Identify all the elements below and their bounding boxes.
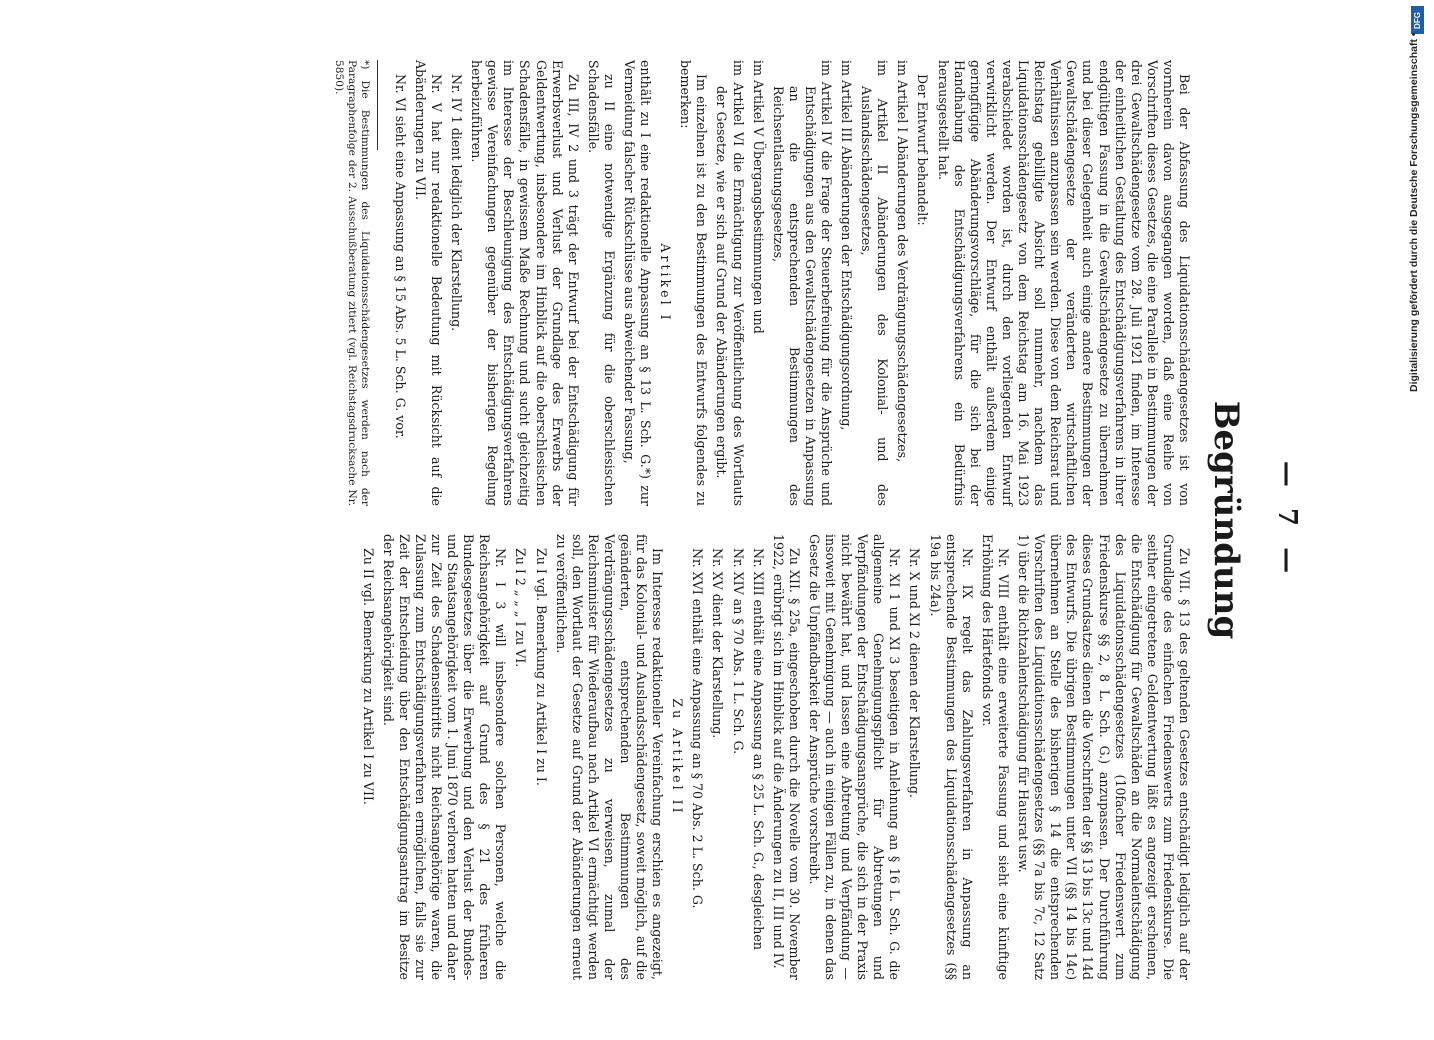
paragraph: Nr. VIII enthält eine erweiterte Fassung und sieht eine künftige Erhöhung des Härtefonds vor.: [979, 534, 1011, 980]
paragraph: Nr. I 3 will insbesondere solchen Personen, welche die Reichsangehörigkeit auf Grund des § 21 des früheren Bundesgesetzes über die Erwerbung und den Verlust der Bundes- und Staatsangehörigkeit vom 1. Juni 1870 verloren hatten und daher zur Zeit des Schadenseintritts nicht Reichsangehörige waren, die Zulassung zum Entschädigungsverfahren ermöglichen, falls sie zur Zeit der Entscheidung über den Entschädigungsantrag im Besitze der Reichsangehörigkeit sind.: [380, 534, 509, 980]
text-columns: [332, 60, 1192, 980]
list-item: im Artikel I Abänderungen des Verdrängungsschädengesetzes,: [895, 60, 911, 463]
document-page: [120, 40, 1320, 1040]
dfg-logo-text: DFG: [1413, 11, 1423, 29]
paragraph: Nr. V hat nur redaktionelle Bedeutung mit Rücksicht auf die Abänderungen zu VII.: [412, 60, 444, 506]
paragraph: Im einzelnen ist zu den Bestimmungen des Entwurfs folgendes zu bemerken:: [678, 60, 710, 506]
paragraph: Zu I vgl. Bemerkung zu Artikel I zu I.: [533, 548, 549, 786]
list-item: im Artikel V Übergangsbestimmungen und: [750, 60, 766, 334]
section-title: Zu Artikel II: [670, 698, 686, 816]
digitization-credit: [1408, 0, 1428, 1000]
paragraph: Zu III, IV 2 und 3 trägt der Entwurf bei der Entschädigung für Erwerbsverlust und Verlust der Grundlage des Erwerbs der Geldentwertung, insbesondere im Hinblick auf die oberschlesischen Schadensfälle, in gewissem Maße Rechnung und sucht gleichzeitig im Interesse der Beschleunigung des Entschädigungsverfahrens gewisse Vereinfachungen gegenüber der bisherigen Regelung herbeizuführen.: [469, 60, 581, 506]
paragraph: Zu VII. § 13 des geltenden Gesetzes entschädigt lediglich auf der Grundlage des einfachen Friedenswerts zum Friedenskurse. Die seither eingetretene Geldentwertung läßt es angezeigt erscheinen, die Entschädigung für Gewaltschäden an die Normalentschädigung des Liquidationsschädengesetzes (10facher Friedenswert zum Friedenskurse §§ 2, 8 L. Sch. G.) anzupassen. Der Durchführung dieses Grundsatzes dienen die Vorschriften der §§ 13 bis 13c und 14d des Entwurfs. Die übrigen Bestimmungen unter VII (§§ 14 bis 14c) übernehmen an Stelle des bisherigen § 14 die entsprechenden Vorschriften des Liquidationsschädengesetzes (§§ 7a bis 7c, 12 Satz 1) über die Richtzahlentschädigung für Hausrat usw.: [1016, 534, 1192, 980]
paragraph: Nr. XIII enthält eine Anpassung an § 25 L. Sch. G., desgleichen: [750, 548, 766, 950]
left-column: [332, 60, 1192, 506]
paragraph: Nr. XVI enthält eine Anpassung an § 70 Abs. 2 L. Sch. G.: [690, 548, 706, 909]
page-number: — 7 —: [1272, 460, 1302, 580]
page-title: Begründung: [1206, 400, 1246, 640]
list-item: im Artikel VI die Ermächtigung zur Veröffentlichung des Wortlauts der Gesetze, wie er sich auf Grund der Abänderungen ergibt.: [714, 60, 746, 506]
paragraph: Nr. X und XI 2 dienen der Klarstellung.: [907, 548, 923, 798]
paragraph: Nr. XIV an § 70 Abs. 1 L. Sch. G.: [730, 548, 746, 755]
paragraph: Bei der Abfassung des Liquidationsschädengesetzes ist von vornherein davon ausgegangen worden, daß eine Reihe von Vorschriften dieses Gesetzes, die eine Parallele in Bestimmungen der drei Gewaltschädengesetze vom 28. Juli 1921 finden, im Interesse der einheitlichen Gestaltung des Entschädigungsverfahrens in ihrer endgültigen Fassung in die Gewaltschädengesetze zu übernehmen und bei dieser Gelegenheit auch einige andere Bestimmungen der Gewaltschädengesetze der veränderten wirtschaftlichen Verhältnissen anzupassen sein werden. Diese von dem Reichsrat und Reichstag gebilligte Absicht soll nunmehr, nachdem das Liquidationsschädengesetz von dem Reichstag am 16. Mai 1923 verabschiedet worden ist, durch den vorliegenden Entwurf verwirklicht werden. Der Entwurf enthält außerdem einige geringfügige Abänderungsvorschläge, für die sich bei der Handhabung des Entschädigungsverfahrens ein Bedürfnis herausgestellt hat.: [935, 60, 1192, 506]
list-item: im Artikel III Abänderungen der Entschädigungsordnung,: [839, 60, 855, 431]
paragraph: zu II eine notwendige Ergänzung für die oberschlesischen Schadensfälle.: [585, 60, 617, 506]
footnote-divider: [377, 60, 378, 150]
right-column: [332, 534, 1192, 980]
page-content: [140, 40, 1320, 1000]
paragraph: Nr. VI sieht eine Anpassung an § 15 Abs. 5 L. Sch. G. vor.: [392, 74, 408, 439]
credit-text: Digitalisierung gefördert durch die Deutsche Forschungsgemeinschaft •: [1408, 32, 1420, 392]
paragraph: Der Entwurf behandelt:: [915, 74, 931, 226]
paragraph: Nr. IX regelt das Zahlungsverfahren in Anpassung an entsprechende Bestimmungen des Liquidationsschädengesetzes (§§ 19a bis 24a).: [927, 534, 975, 980]
dfg-logo: [1411, 6, 1424, 34]
paragraph: Zu I 2 „ „ „ I zu VI.: [513, 548, 529, 668]
paragraph: Zu II vgl. Bemerkung zu Artikel I zu VII.: [360, 548, 376, 805]
paragraph: enthält zu I eine redaktionelle Anpassung an § 13 L. Sch. G.*) zur Vermeidung falscher Rückschlüsse aus abweichender Fassung,: [622, 60, 654, 506]
list-item: im Artikel IV die Frage der Steuerbefreiung für die Ansprüche und Entschädigungen aus den Gewaltschädengesetzen in Anpassung an die entsprechenden Bestimmungen des Reichsentlastungsgesetzes,: [770, 60, 835, 506]
paragraph: Nr. XI 1 und XI 3 beseitigen in Anlehnung an § 16 L. Sch. G. die allgemeine Genehmigungspflicht für Abtretungen und Verpfändungen der Entschädigungsansprüche, die sich in der Praxis nicht bewährt hat, und lassen eine Abtretung und Verpfändung — insoweit mit Genehmigung — auch in einigen Fällen zu, in denen das Gesetz die Unpfändbarkeit der Ansprüche vorschreibt.: [806, 534, 903, 980]
footnote: *) Die Bestimmungen des Liquidationsschädengesetzes werden nach der Paragraphenfolge der 2. Ausschußberatung zitiert (vgl. Reichstagsdrucksache Nr. 5850).: [332, 60, 371, 506]
paragraph: Nr. IV 1 dient lediglich der Klarstellung.: [449, 74, 465, 332]
list-item: im Artikel II Abänderungen des Kolonial- und des Auslandsschädengesetzes,: [859, 60, 891, 506]
section-title: Artikel I: [658, 243, 674, 323]
paragraph: Nr. XV dient der Klarstellung.: [710, 548, 726, 739]
paragraph: Im Interesse redaktioneller Vereinfachung erschien es angezeigt, für das Kolonial- und Auslandsschädengesetz, soweit möglich, auf die geänderten, entsprechenden Bestimmungen des Verdrängungsschädengesetzes zu verweisen, zumal der Reichsminister für Wiederaufbau nach Artikel VI ermächtigt werden soll, den Wortlaut der Gesetze auf Grund der Abänderungen erneut zu veröffentlichen.: [553, 534, 666, 980]
paragraph: Zu XII. § 25a, eingeschoben durch die Novelle vom 30. November 1922, erübrigt sich im Hinblick auf die Änderungen zu II, III und IV.: [770, 534, 802, 980]
